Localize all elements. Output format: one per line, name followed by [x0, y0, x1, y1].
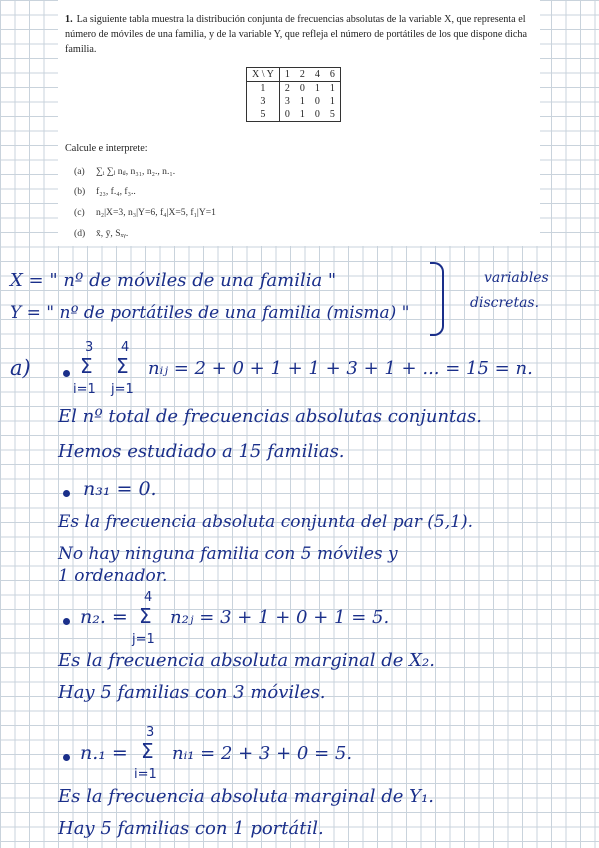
n31-expression: n₃₁ = 0.: [83, 478, 157, 500]
n1-sum-top: 3: [146, 725, 155, 740]
table-cell: 1: [325, 95, 341, 108]
table-cell: 3: [284, 96, 290, 107]
table-row: [247, 108, 341, 122]
sum-j-bottom: j=1: [111, 382, 134, 397]
table-cell: 1: [299, 96, 305, 107]
sigma-icon: Σ: [80, 354, 93, 378]
table-row: [247, 95, 341, 108]
col-header: 6: [325, 68, 341, 82]
table-cell: 5: [325, 108, 341, 122]
n2-expression: n₂ⱼ = 3 + 1 + 0 + 1 = 5.: [170, 607, 390, 628]
sigma-icon: Σ: [116, 354, 129, 378]
col-header: 2: [295, 68, 310, 82]
sigma-icon: Σ: [141, 739, 154, 763]
note-line: Hay 5 familias con 3 móviles.: [58, 682, 326, 703]
n2-sum-top: 4: [144, 590, 153, 605]
row-header: 3: [247, 95, 280, 108]
table-cell: 0: [279, 108, 295, 122]
col-header: 4: [310, 68, 325, 82]
item-text: n₂|X=3, n₃|Y=6, f₄|X=5, f₁|Y=1: [96, 207, 216, 218]
list-item: [74, 186, 136, 197]
n1-sum-bottom: i=1: [134, 767, 157, 782]
table-header-row: [247, 68, 341, 82]
bullet-icon: [63, 370, 70, 377]
table-cell: 0: [310, 108, 325, 122]
table-cell: 0: [299, 83, 305, 94]
note-line: El nº total de frecuencias absolutas conjuntas.: [58, 406, 482, 427]
table-corner: X \ Y: [247, 68, 280, 82]
table-cell: 0: [314, 96, 320, 107]
item-text: ∑ᵢ ∑ⱼ nᵢⱼ, n₃₁, n₂., n.₁.: [96, 166, 176, 177]
y-definition: Y = " nº de portátiles de una familia (misma) ": [10, 303, 410, 323]
item-label: (c): [74, 207, 85, 218]
n1-expression: nᵢ₁ = 2 + 3 + 0 = 5.: [172, 743, 353, 764]
bullet-icon: [63, 618, 70, 625]
bullet-icon: [63, 754, 70, 761]
note-line: No hay ninguna familia con 5 móviles y: [58, 544, 398, 564]
item-label: (b): [74, 186, 86, 197]
sum-j-top: 4: [121, 340, 130, 355]
side-note-discretas: discretas.: [470, 295, 540, 311]
brace-icon: [430, 262, 444, 336]
col-header: 1: [279, 68, 295, 82]
note-line: Es la frecuencia absoluta conjunta del par (5,1).: [58, 512, 473, 532]
n2-sum-bottom: j=1: [132, 632, 155, 647]
row-header: 5: [247, 108, 280, 122]
sum-i-bottom: i=1: [73, 382, 96, 397]
problem-number: 1.: [65, 14, 73, 25]
n1-left: n.₁ =: [80, 742, 128, 764]
item-label: (d): [74, 228, 86, 239]
n2-left: n₂. =: [80, 606, 128, 628]
sum-i-top: 3: [85, 340, 94, 355]
list-item: [74, 207, 216, 218]
table-cell: 1: [295, 108, 310, 122]
note-line: Es la frecuencia absoluta marginal de X₂.: [58, 650, 435, 671]
list-item: [74, 228, 128, 239]
x-definition: X = " nº de móviles de una familia ": [10, 270, 337, 291]
side-note-variables: variables: [484, 270, 549, 286]
table-row: [247, 82, 341, 96]
table-cell: 1: [314, 83, 320, 94]
part-a-label: a): [10, 356, 31, 380]
problem-statement: [65, 12, 527, 57]
sum-expression: nᵢⱼ = 2 + 0 + 1 + 1 + 3 + 1 + ... = 15 = n.: [148, 358, 533, 379]
note-line: Hemos estudiado a 15 familias.: [58, 441, 345, 462]
item-text: x̄, ȳ, Sₓᵧ.: [96, 228, 129, 239]
note-line: 1 ordenador.: [58, 566, 168, 586]
item-label: (a): [74, 166, 85, 177]
list-item: [74, 166, 175, 177]
row-header: 1: [247, 82, 280, 96]
note-line: Es la frecuencia absoluta marginal de Y₁.: [58, 786, 435, 807]
bullet-icon: [63, 490, 70, 497]
calc-prompt: Calcule e interprete:: [65, 143, 148, 154]
table-cell: 1: [325, 82, 341, 96]
table-cell: 2: [284, 83, 290, 94]
note-line: Hay 5 familias con 1 portátil.: [58, 818, 324, 839]
sigma-icon: Σ: [139, 604, 152, 628]
problem-text: La siguiente tabla muestra la distribución conjunta de frecuencias absolutas de la variable X, que representa el número de móviles de una familia, y de la variable Y, que refleja el número de portátiles de los que dispone dicha familia.: [65, 14, 527, 55]
item-text: f₂₃, f.₄, f₃..: [96, 186, 136, 197]
frequency-table: [246, 67, 341, 122]
